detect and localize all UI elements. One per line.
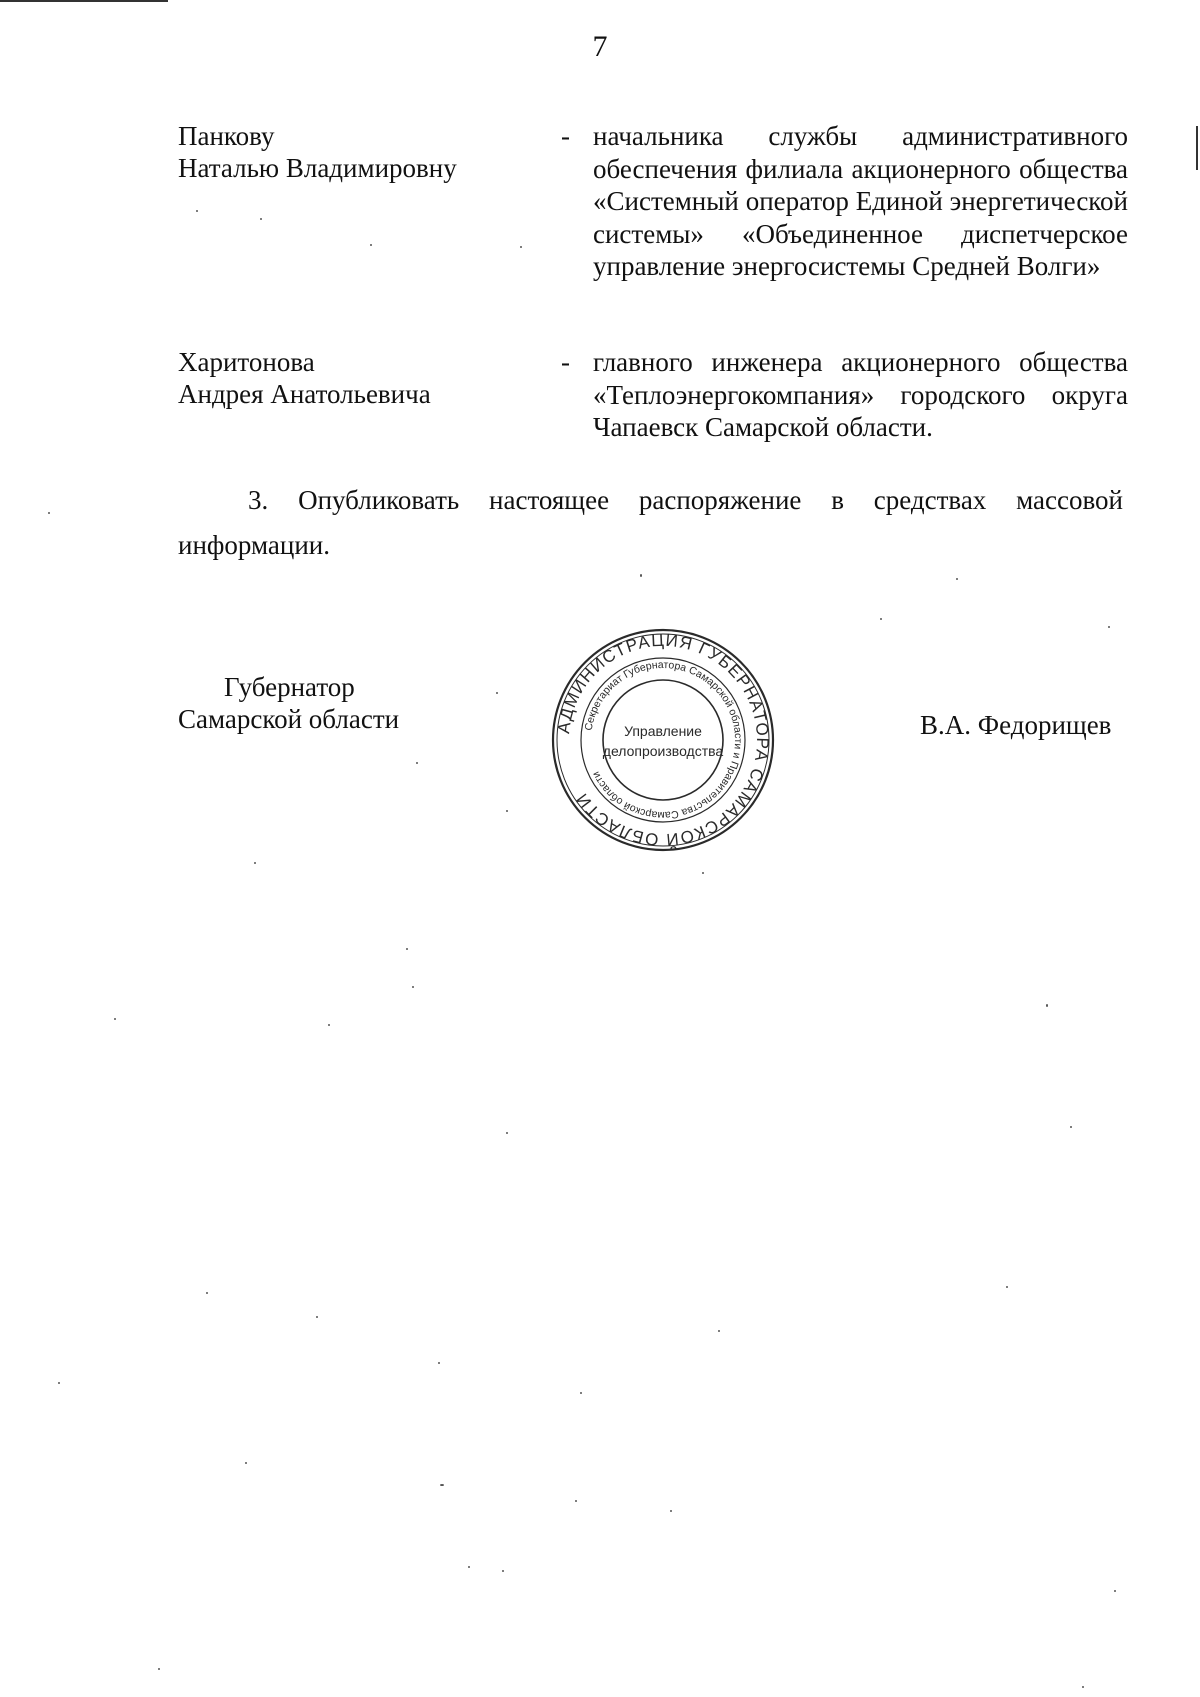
scan-edge-mark (0, 0, 168, 2)
scan-speck (640, 574, 642, 577)
signatory-title-line1: Губернатор (224, 672, 355, 702)
scan-speck (48, 512, 50, 514)
seal-middle-ring (581, 658, 745, 822)
scan-speck (114, 1018, 116, 1020)
scan-edge-mark (1196, 126, 1198, 170)
scan-speck (370, 244, 372, 246)
scan-speck (1006, 1286, 1008, 1288)
signatory-title-line2: Самарской области (178, 704, 400, 734)
scan-speck (718, 1330, 720, 1332)
scan-speck (1108, 626, 1110, 628)
appointee-surname: Харитонова (178, 347, 315, 377)
scan-speck (58, 1382, 60, 1384)
scan-speck (506, 1132, 508, 1134)
scan-speck (1046, 1004, 1048, 1007)
scan-speck (468, 1566, 470, 1568)
appointee-name (178, 120, 558, 184)
scan-speck (196, 210, 198, 212)
scan-speck (580, 1392, 582, 1394)
seal-outer-text: АДМИНИСТРАЦИЯ ГУБЕРНАТОРА САМАРСКОЙ ОБЛАСТИ (554, 630, 773, 850)
scan-speck (1114, 1590, 1116, 1592)
scan-speck (506, 810, 508, 812)
scan-speck (254, 862, 256, 864)
scan-speck (1070, 1126, 1072, 1128)
scan-speck (880, 618, 882, 620)
scan-speck (440, 1484, 444, 1486)
appointee-name (178, 346, 558, 410)
scan-speck (206, 1292, 208, 1294)
clause-3-publication: 3. Опубликовать настоящее распоряжение в средствах массовой информации. (178, 485, 1123, 560)
scan-speck (406, 948, 408, 950)
appointee-surname: Панкову (178, 121, 275, 151)
seal-center-line2: делопроизводства (602, 743, 724, 759)
scan-speck (158, 1668, 160, 1670)
scan-speck (438, 1362, 440, 1364)
appointee-given-names: Наталью Владимировну (178, 153, 457, 183)
scan-speck (1082, 1686, 1084, 1688)
scan-speck (245, 1462, 247, 1464)
seal-center-line1: Управление (624, 723, 702, 739)
entry-dash: - (561, 121, 570, 151)
scan-speck (328, 1024, 330, 1026)
official-seal (548, 625, 778, 855)
scan-speck (416, 762, 418, 764)
signatory-title (178, 671, 399, 735)
scan-speck (260, 218, 262, 220)
entry-dash: - (561, 347, 570, 377)
scan-speck (702, 872, 704, 874)
page-number: 7 (592, 30, 608, 63)
scan-speck (502, 1570, 504, 1572)
appointee-position: главного инженера акционерного общества «Теплоэнергокомпания» городского округа Чапаевск Самарской области. (593, 347, 1128, 442)
seal-inner-text: Секретариат Губернатора Самарской области и Правительства Самарской области (582, 658, 745, 822)
signatory-name: В.А. Федорищев (920, 710, 1112, 740)
scan-speck (956, 578, 958, 580)
appointee-position: начальника службы административного обеспечения филиала акционерного общества «Системный оператор Единой энергетической системы» «Объединенное диспетчерское управление энергосистемы Средней Волги» (593, 121, 1128, 281)
scan-speck (412, 986, 414, 988)
appointee-given-names: Андрея Анатольевича (178, 379, 431, 409)
seal-inner-ring (603, 680, 723, 800)
scan-speck (670, 1510, 672, 1512)
scan-speck (496, 692, 498, 694)
scan-speck (575, 1500, 577, 1502)
scan-speck (316, 1316, 318, 1318)
scan-speck (520, 246, 522, 248)
